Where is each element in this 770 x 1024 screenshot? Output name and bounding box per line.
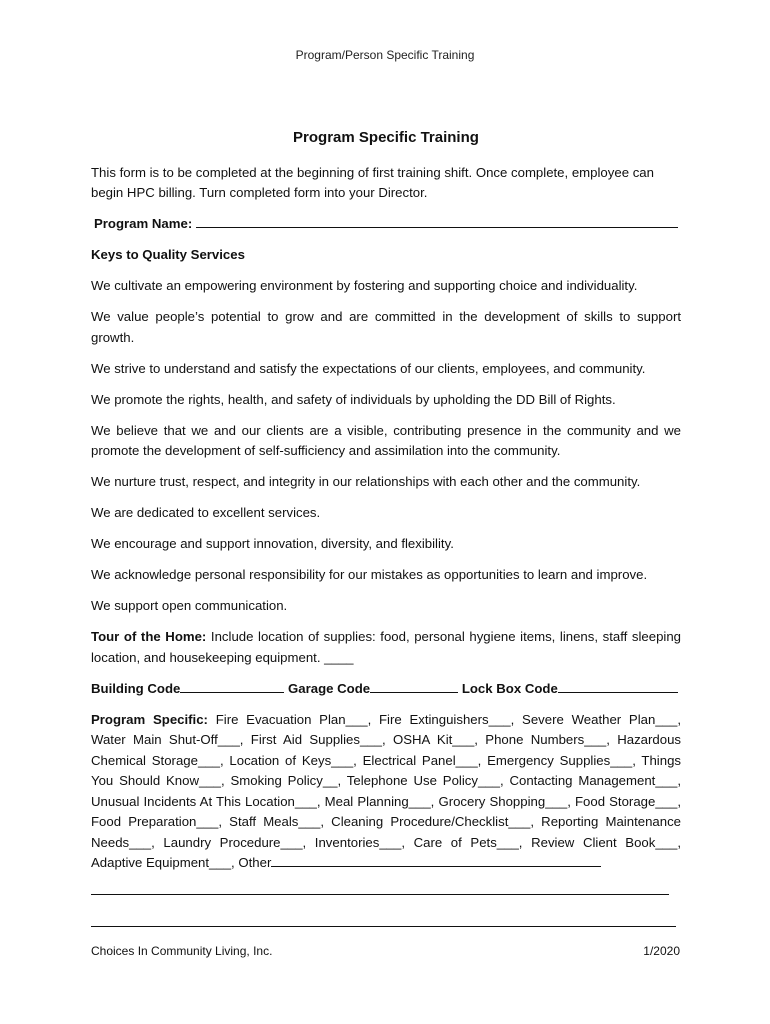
- program-name-label: Program Name:: [94, 216, 193, 231]
- codes-row: [91, 679, 681, 700]
- tour-text: Include location of supplies: food, personal hygiene items, linens, staff sleeping location, and housekeeping equipment. ____: [91, 629, 681, 665]
- page-header: Program/Person Specific Training: [295, 48, 475, 62]
- program-specific-text: Fire Evacuation Plan___, Fire Extinguishers___, Severe Weather Plan___, Water Main Shut-Off___, First Aid Supplies___, OSHA Kit___, Phone Numbers___, Hazardous Chemical Storage___, Location of Keys___, Electrical Panel___, Emergency Supplies___, Things You Should Know___, Smoking Policy__, Telephone Use Policy___, Contacting Management___, Unusual Incidents At This Location___, Meal Planning___, Grocery Shopping___, Food Storage___, Food Preparation___, Staff Meals___, Cleaning Procedure/Checklist___, Reporting Maintenance Needs___, Laundry Procedure___, Inventories___, Care of Pets___, Review Client Book___, Adaptive Equipment___, Other: [91, 711, 681, 870]
- lock-box-code-label: Lock Box Code: [461, 680, 558, 696]
- form-content: [91, 128, 681, 884]
- value-statement: We encourage and support innovation, diversity, and flexibility.: [91, 536, 454, 551]
- lock-box-code-field[interactable]: [558, 679, 678, 693]
- value-statement: We nurture trust, respect, and integrity in our relationships with each other and the community.: [91, 474, 641, 489]
- program-specific-section: [91, 710, 681, 874]
- value-statement: We promote the rights, health, and safety of individuals by upholding the DD Bill of Rights.: [91, 391, 616, 407]
- garage-code-field[interactable]: [370, 679, 458, 693]
- value-statement: We acknowledge personal responsibility for our mistakes as opportunities to learn and improve.: [91, 567, 648, 582]
- form-title: Program Specific Training: [293, 129, 479, 146]
- value-statement: We are dedicated to excellent services.: [91, 505, 321, 520]
- value-statement: We support open communication.: [91, 598, 288, 613]
- intro-text: This form is to be completed at the beginning of first training shift. Once complete, employee can begin HPC billing. Turn completed form into your Director.: [91, 164, 654, 200]
- garage-code-label: Garage Code: [288, 680, 371, 696]
- other-line-1[interactable]: [91, 894, 669, 895]
- tour-of-home: [91, 627, 681, 668]
- footer-org: Choices In Community Living, Inc.: [91, 944, 273, 958]
- program-specific-label: Program Specific:: [91, 711, 208, 727]
- other-field[interactable]: [271, 853, 601, 867]
- footer-date: 1/2020: [643, 944, 680, 958]
- page-footer: [91, 944, 680, 958]
- program-name-row: [94, 214, 681, 235]
- keys-heading: Keys to Quality Services: [91, 247, 245, 262]
- building-code-field[interactable]: [180, 679, 284, 693]
- value-statement: We strive to understand and satisfy the expectations of our clients, employees, and community.: [91, 360, 646, 376]
- tour-label: Tour of the Home:: [91, 629, 207, 644]
- value-statement: We believe that we and our clients are a visible, contributing presence in the community and we promote the development of self-sufficiency and assimilation into the community.: [91, 422, 681, 458]
- value-statement: We value people’s potential to grow and are committed in the development of skills to support growth.: [91, 309, 681, 345]
- building-code-label: Building Code: [91, 680, 181, 696]
- other-line-2[interactable]: [91, 926, 676, 927]
- program-name-field[interactable]: [196, 214, 678, 228]
- value-statement: We cultivate an empowering environment by fostering and supporting choice and individuality.: [91, 278, 638, 293]
